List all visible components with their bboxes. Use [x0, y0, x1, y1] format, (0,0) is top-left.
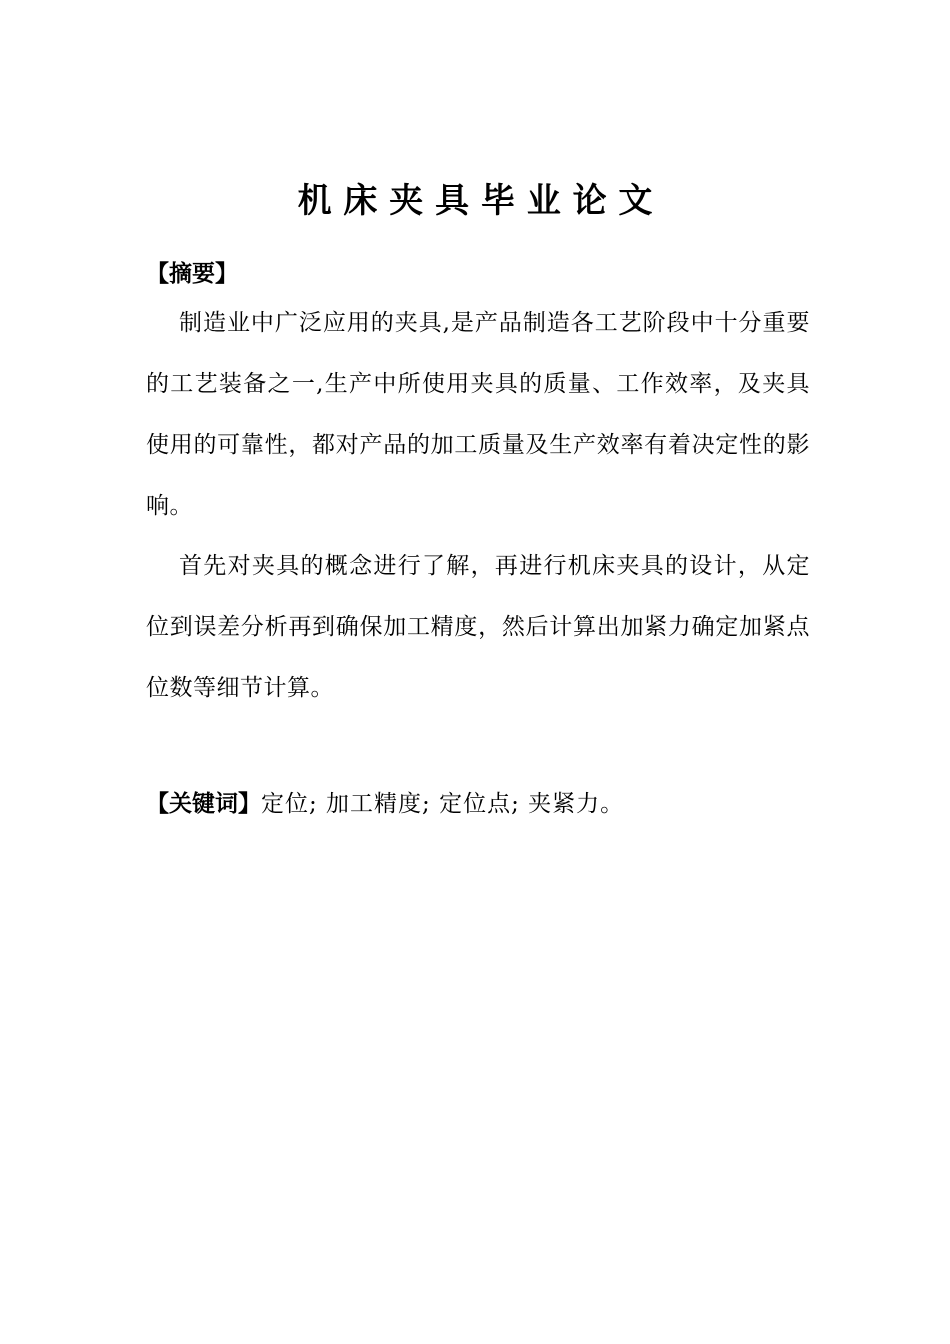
keywords-label: 【关键词】 [146, 791, 261, 817]
keywords-line [146, 784, 624, 824]
keywords-text: 定位; 加工精度; 定位点; 夹紧力。 [261, 791, 625, 817]
abstract-heading: 【摘要】 [146, 261, 238, 287]
abstract-paragraph-1: 制造业中广泛应用的夹具,是产品制造各工艺阶段中十分重要的工艺装备之一,生产中所使用夹具的质量、工作效率，及夹具使用的可靠性，都对产品的加工质量及生产效率有着决定性的影响。 [146, 310, 810, 519]
abstract-paragraph-2: 首先对夹具的概念进行了解，再进行机床夹具的设计，从定位到误差分析再到确保加工精度，然后计算出加紧力确定加紧点位数等细节计算。 [146, 553, 810, 701]
document-title: 机 床 夹 具 毕 业 论 文 [297, 181, 653, 221]
